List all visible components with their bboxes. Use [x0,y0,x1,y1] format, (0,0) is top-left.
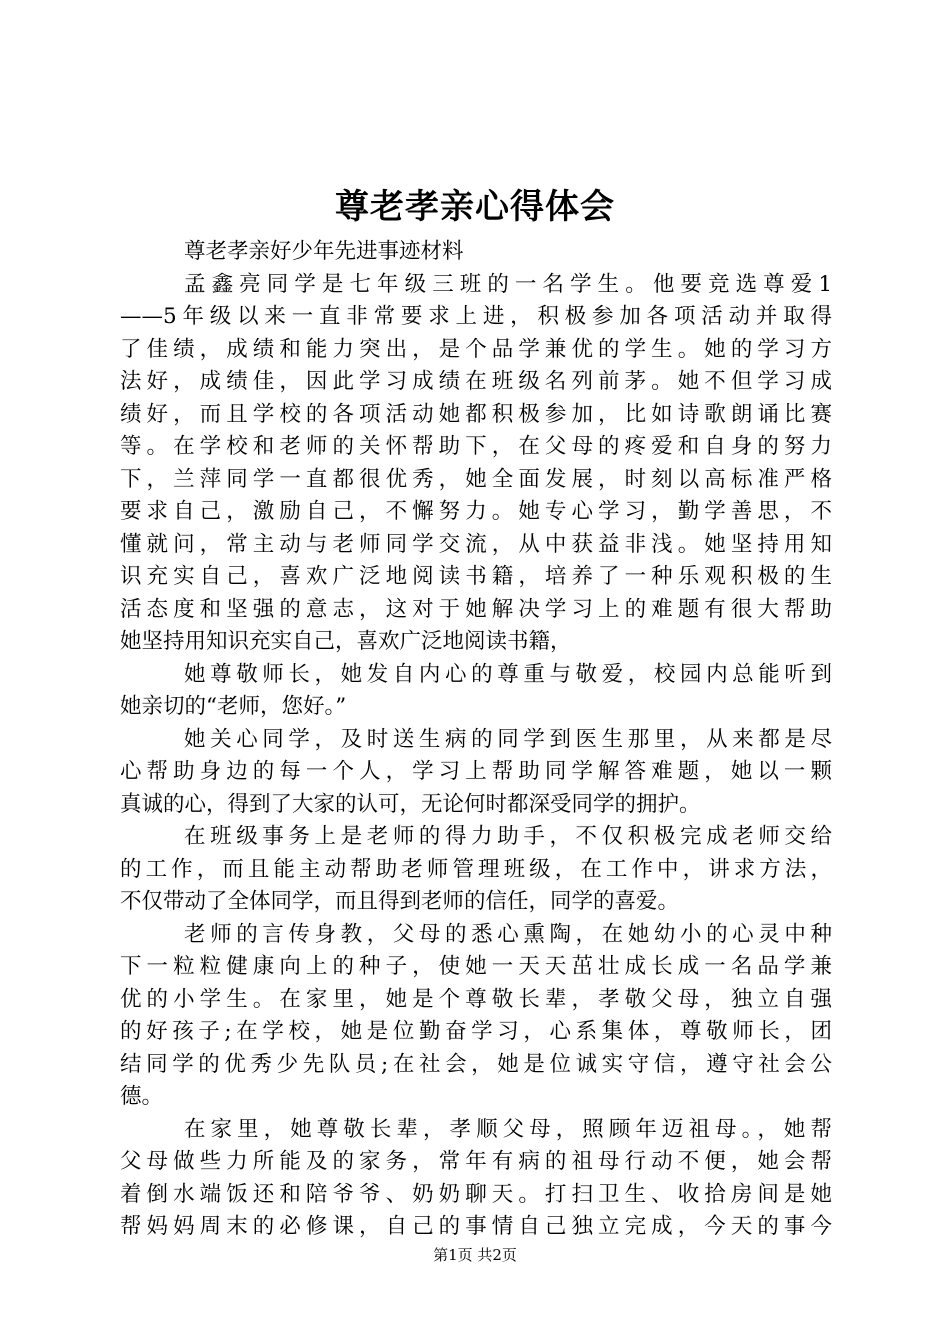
text-line: 了佳绩，成绩和能力突出，是个品学兼优的学生。她的学习方 [120,336,832,362]
text-line: 不仅带动了全体同学，而且得到老师的信任，同学的喜爱。 [120,889,680,914]
document-body [120,236,832,1244]
text-line: 她坚持用知识充实自己，喜欢广泛地阅读书籍， [120,629,572,654]
text-line: 懂就问，常主动与老师同学交流，从中获益非浅。她坚持用知 [120,531,832,557]
text-line: ——5年级以来一直非常要求上进，积极参加各项活动并取得 [120,304,832,329]
text-line: 结同学的优秀少先队员;在社会，她是位诚实守信，遵守社会公 [120,1051,832,1077]
text-line: 尊老孝亲好少年先进事迹材料 [184,239,464,264]
text-line: 下，兰萍同学一直都很优秀，她全面发展，时刻以高标准严格 [120,466,832,492]
text-line: 心帮助身边的每一个人，学习上帮助同学解答难题，她以一颗 [120,759,832,784]
text-line: 真诚的心，得到了大家的认可，无论何时都深受同学的拥护。 [120,791,701,817]
text-line: 在班级事务上是老师的得力助手，不仅积极完成老师交给 [184,824,832,849]
text-line: 等。在学校和老师的关怀帮助下，在父母的疼爱和自身的努力 [120,434,832,459]
text-line: 活态度和坚强的意志，这对于她解决学习上的难题有很大帮助 [120,596,832,622]
page-footer: 第1页 共2页 [433,1246,517,1264]
text-line: 优的小学生。在家里，她是个尊敬长辈，孝敬父母，独立自强 [120,986,832,1012]
text-line: 老师的言传身教，父母的悉心熏陶，在她幼小的心灵中种 [184,921,832,947]
text-line: 着倒水端饭还和陪爷爷、奶奶聊天。打扫卫生、收拾房间是她 [120,1181,832,1207]
text-line: 的好孩子;在学校，她是位勤奋学习，心系集体，尊敬师长，团 [120,1019,832,1044]
text-line: 绩好，而且学校的各项活动她都积极参加，比如诗歌朗诵比赛 [120,401,832,427]
text-line: 在家里，她尊敬长辈，孝顺父母，照顾年迈祖母。，她帮 [184,1116,832,1142]
text-line: 识充实自己，喜欢广泛地阅读书籍，培养了一种乐观积极的生 [120,564,832,589]
text-line: 要求自己，激励自己，不懈努力。她专心学习，勤学善思，不 [120,499,832,524]
document-title: 尊老孝亲心得体会 [335,187,615,227]
text-line: 她尊敬师长，她发自内心的尊重与敬爱，校园内总能听到 [184,661,832,687]
text-line: 德。 [120,1084,164,1109]
text-line: 她亲切的“老师，您好。” [120,694,347,719]
text-line: 帮妈妈周末的必修课，自己的事情自己独立完成，今天的事今 [120,1214,832,1239]
text-line: 父母做些力所能及的家务，常年有病的祖母行动不便，她会帮 [120,1149,832,1174]
text-line: 法好，成绩佳，因此学习成绩在班级名列前茅。她不但学习成 [120,369,832,394]
text-line: 孟鑫亮同学是七年级三班的一名学生。他要竞选尊爱1 [184,271,832,297]
text-line: 下一粒粒健康向上的种子，使她一天天茁壮成长成一名品学兼 [120,954,832,979]
text-line: 的工作，而且能主动帮助老师管理班级，在工作中，讲求方法， [120,856,832,882]
text-line: 她关心同学，及时送生病的同学到医生那里，从来都是尽 [184,726,832,752]
